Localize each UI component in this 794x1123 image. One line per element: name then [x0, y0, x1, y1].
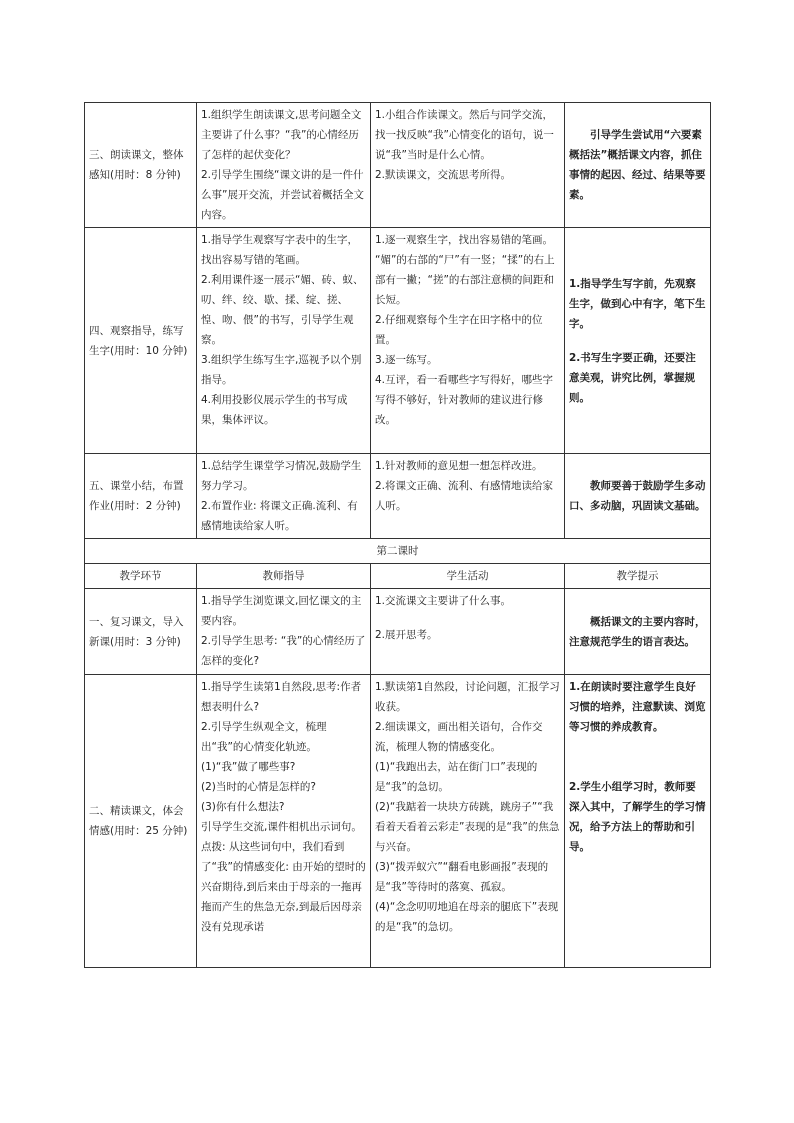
session-heading-row — [85, 539, 711, 564]
tip-cell: 引导学生尝试用“六要素概括法”概括课文内容，抓住事情的起因、经过、结果等要素。 — [565, 103, 711, 228]
tip-cell: 1.在朗读时要注意学生良好习惯的培养，注意默读、浏览等习惯的养成教育。 2.学生小组学习时，教师要深入其中，了解学生的学习情况，给予方法上的帮助和引导。 — [565, 675, 711, 968]
lesson-plan-table — [84, 102, 711, 968]
header-tip: 教学提示 — [565, 564, 711, 589]
stage-cell: 四、观察指导，练写生字(用时：10 分钟) — [85, 228, 197, 454]
student-cell: 1.逐一观察生字，找出容易错的笔画。 “媚”的右部的“尸”有一竖；“揉”的右上部有一撇；“搓”的右部注意横的间距和长短。 2.仔细观察每个生字在田字格中的位置。 3.逐一练写。 4.互评，看一看哪些字写得好，哪些字写得不够好，针对教师的建议进行修改。 — [371, 228, 565, 454]
tip-cell: 1.指导学生写字前，先观察生字，做到心中有字，笔下生字。 2.书写生字要正确，还要注意美观，讲究比例，掌握规则。 — [565, 228, 711, 454]
stage-cell: 一、复习课文，导入新课(用时：3 分钟) — [85, 589, 197, 675]
teacher-cell: 1.指导学生浏览课文,回忆课文的主要内容。 2.引导学生思考: “我”的心情经历了怎样的变化? — [197, 589, 371, 675]
session-title: 第二课时 — [85, 539, 711, 564]
table-row — [85, 675, 711, 968]
tip-cell: 概括课文的主要内容时，注意规范学生的语言表达。 — [565, 589, 711, 675]
tip-cell: 教师要善于鼓励学生多动口、多动脑，巩固读文基础。 — [565, 454, 711, 539]
teacher-cell: 1.指导学生读第1自然段,思考:作者想表明什么? 2.引导学生纵观全文，梳理出“我”的心情变化轨迹。 (1)“我”做了哪些事? (2)当时的心情是怎样的? (3)你有什么想法? 引导学生交流,课件相机出示词句。 点拨: 从这些词句中，我们看到了“我”的情感变化: 由开始的望时的兴奋期待,到后来由于母亲的一拖再拖而产生的焦急无奈,到最后因母亲没有兑现承诺 — [197, 675, 371, 968]
stage-cell: 二、精读课文，体会情感(用时：25 分钟) — [85, 675, 197, 968]
table-row — [85, 103, 711, 228]
header-student: 学生活动 — [371, 564, 565, 589]
teacher-cell: 1.指导学生观察写字表中的生字，找出容易写错的笔画。 2.利用课件逐一展示“媚、砖、蚁、叨、绊、绞、歇、揉、绽、搓、惶、吻、偎”的书写，引导学生观察。 3.组织学生练写生字,巡视予以个别指导。 4.利用投影仪展示学生的书写成果，集体评议。 — [197, 228, 371, 454]
student-cell: 1.小组合作读课文。然后与同学交流，找一找反映“我”心情变化的语句，说一说“我”当时是什么心情。 2.默读课文，交流思考所得。 — [371, 103, 565, 228]
table-row — [85, 454, 711, 539]
student-cell: 1.交流课文主要讲了什么事。 2.展开思考。 — [371, 589, 565, 675]
table-row — [85, 589, 711, 675]
stage-cell: 三、朗读课文，整体感知(用时：8 分钟) — [85, 103, 197, 228]
table-row — [85, 228, 711, 454]
stage-cell: 五、课堂小结，布置作业(用时：2 分钟) — [85, 454, 197, 539]
teacher-cell: 1.总结学生课堂学习情况,鼓励学生努力学习。 2.布置作业: 将课文正确.流利、有感情地读给家人听。 — [197, 454, 371, 539]
student-cell: 1.针对教师的意见想一想怎样改进。 2.将课文正确、流利、有感情地读给家人听。 — [371, 454, 565, 539]
header-row — [85, 564, 711, 589]
header-stage: 教学环节 — [85, 564, 197, 589]
teacher-cell: 1.组织学生朗读课文,思考问题全文主要讲了什么事？“我”的心情经历了怎样的起伏变化？ 2.引导学生围绕“课文讲的是一件什么事”展开交流，并尝试着概括全文内容。 — [197, 103, 371, 228]
student-cell: 1.默读第1自然段，讨论问题，汇报学习收获。 2.细读课文，画出相关语句，合作交流，梳理人物的情感变化。 (1)“我跑出去，站在街门口”表现的是“我”的急切。 (2)“我踮着一块块方砖跳，跳房子”“我看着天看着云彩走”表现的是“我”的焦急与兴奋。 (3)“拨弄蚁穴”“翻看电影画报”表现的是“我”等待时的落寞、孤寂。 (4)“念念叨叨地追在母亲的腿底下”表现的是“我”的急切。 — [371, 675, 565, 968]
header-teacher: 教师指导 — [197, 564, 371, 589]
